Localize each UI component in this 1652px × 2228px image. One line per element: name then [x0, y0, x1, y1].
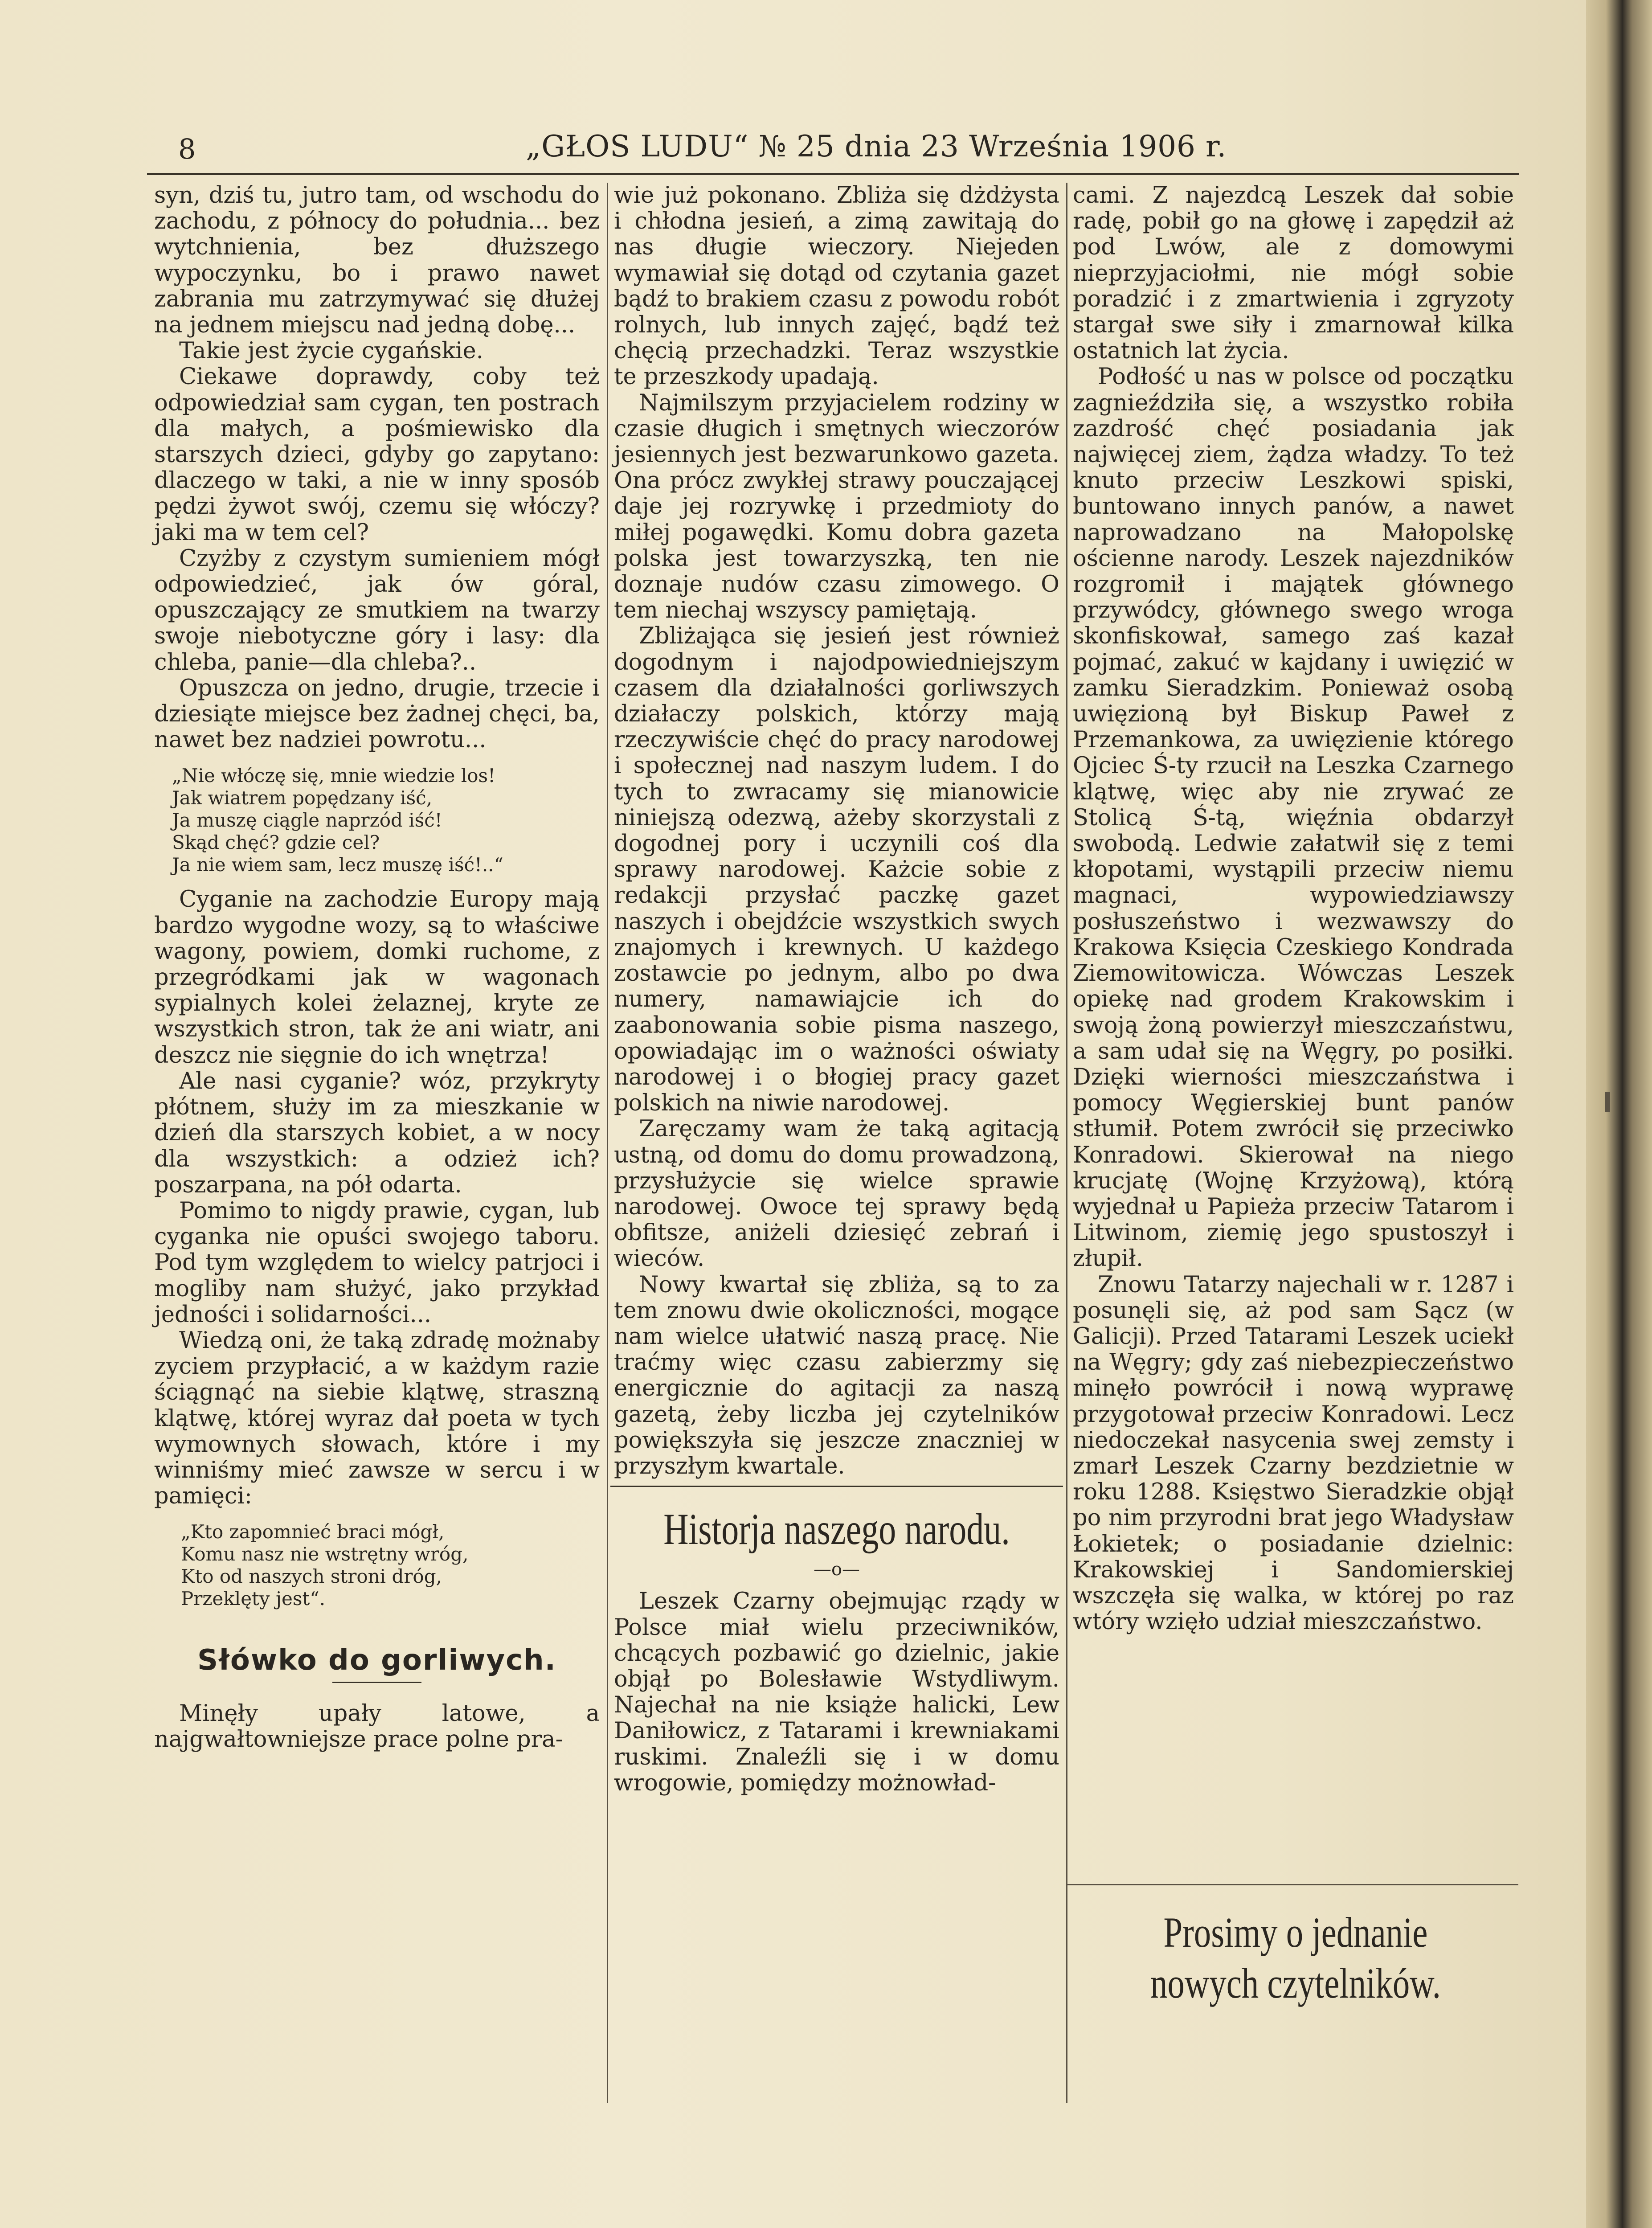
section-heading: Historja naszego narodu.: [663, 1504, 1010, 1554]
column-2: [614, 183, 1059, 1796]
poem-line: „Nie włóczę się, mnie wiedzie los!: [172, 765, 495, 787]
poem-line: Kto od naszych stroni dróg,: [181, 1565, 442, 1588]
paragraph: Najmilszym przyjacielem rodziny w czasie długich i smętnych wieczorów jesiennych jest bezwarunkowo gazeta. Ona prócz zwykłej strawy pouczającej daje jej rozrywkę i przedmioty do miłej pogawędki. Komu dobra gazeta polska jest towarzyszką, ten nie doznaje nudów czasu zimowego. O tem niechaj wszyscy pamiętają.: [614, 389, 1059, 624]
binding-mark: [1605, 1092, 1610, 1112]
paragraph: Podłość u nas w polsce od początku zagnieździła się, a wszystko robiła zazdrość chęć posiadania jak najwięcej ziem, żądza władzy. To też knuto przeciw Leszkowi spiski, buntowano innych panów, a nawet naprowadzano na Małopolskę ościenne narody. Leszek najezdników rozgromił i majątek głównego przywódcy, głównego swego wroga skonfiskował, samego zaś kazał pojmać, zakuć w kajdany i uwięzić w zamku Sieradzkim. Ponieważ osobą uwięzioną był Biskup Paweł z Przemankowa, za uwięzienie którego Ojciec Ś-ty rzucił na Leszka Czarnego klątwę, więc aby nie zrywać ze Stolicą Ś-tą, więźnia obdarzył swobodą. Ledwie załatwił się z temi kłopotami, wystąpili przeciw niemu magnaci, wypowiedziawszy posłuszeństwo i wezwawszy do Krakowa Księcia Czeskiego Kondrada Ziemowitowicza. Wówczas Leszek opiekę nad grodem Krakowskim i swoją żoną powierzył mieszczaństwu, a sam udał się na Węgry, po posiłki. Dzięki wierności mieszczaństwa i pomocy Węgierskiej bunt panów stłumił. Potem zwrócił się przeciwko Konradowi. Skierował na niego krucjatę (Wojnę Krzyżową), którą wyjednał u Papieża przeciw Tatarom i Litwinom, ziemię jego spustoszył i złupił.: [1073, 364, 1514, 1272]
paragraph: Zbliżająca się jesień jest również dogodnym i najodpowiedniejszym czasem dla działalności gorliwszych działaczy polskich, którzy mają rzeczywiście chęć do pracy narodowej i społecznej nad naszym ludem. I do tych to zwracamy się mianowicie niniejszą odezwą, ażeby skorzystali z dogodnej pory i uczynili coś dla sprawy narodowej. Każcie sobie z redakcji przysłać paczkę gazet naszych i obejdźcie wszystkich swych znajomych i krewnych. U każdego zostawcie po jednym, albo po dwa numery, namawiajcie ich do zaabonowania sobie pisma naszego, opowiadając im o ważności oświaty narodowej i o błogiej pracy gazet polskich na niwie narodowej.: [614, 623, 1059, 1117]
page-header: [151, 129, 1515, 169]
page-number: 8: [178, 133, 196, 165]
paragraph: Nowy kwartał się zbliża, są to za tem znowu dwie okoliczności, mogące nam wielce ułatwić naszą pracę. Nie traćmy więc czasu zabierzmy się energicznie do agitacji za naszą gazetą, żeby liczba jej czytelników powiększyła się jeszcze znaczniej w przyszłym kwartale.: [614, 1271, 1059, 1479]
heading-rule: [332, 1682, 421, 1683]
page-binding-edge: [1586, 0, 1652, 2228]
paragraph: Ale nasi cyganie? wóz, przykryty płótnem, służy im za mieszkanie w dzień dla starszych kobiet, a w nocy dla wszystkich: a odzież ich? poszarpana, na pół odarta.: [154, 1068, 600, 1198]
paragraph: cami. Z najezdcą Leszek dał sobie radę, pobił go na głowę i zapędził aż pod Lwów, ale z domowymi nieprzyjaciołmi, nie mógł sobie poradzić i z zmartwienia i zgryzoty stargał swe siły i zmarnował kilka ostatnich lat życia.: [1073, 182, 1514, 365]
poem-verse: [181, 1521, 600, 1610]
column-divider-left: [607, 183, 608, 2103]
paragraph: Wiedzą oni, że taką zdradę możnaby zyciem przypłacić, a w każdym razie ściągnąć na siebie klątwę, straszną klątwę, której wyraz dał poeta w tych wymownych słowach, które i my winniśmy mieć zawsze w sercu i w pamięci:: [154, 1327, 600, 1510]
poem-line: Komu nasz nie wstrętny wróg,: [181, 1543, 469, 1565]
paragraph: Opuszcza on jedno, drugie, trzecie i dziesiąte miejsce bez żadnej chęci, ba, nawet bez nadziei powrotu...: [154, 675, 600, 754]
poem-line: Skąd chęć? gdzie cel?: [172, 831, 380, 854]
paragraph: Pomimo to nigdy prawie, cygan, lub cyganka nie opuści swojego taboru. Pod tym względem to wielcy patrjoci i mogliby nam służyć, jako przykład jedności i solidarności...: [154, 1197, 600, 1328]
paragraph: Takie jest życie cygańskie.: [179, 338, 483, 365]
poem-line: Przeklęty jest“.: [181, 1588, 326, 1610]
section-heading: Słówko do gorliwych.: [197, 1644, 556, 1677]
column-divider-right: [1066, 183, 1067, 2103]
paragraph: Czyżby z czystym sumieniem mógł odpowiedzieć, jak ów góral, opuszczający ze smutkiem na twarzy swoje niebotyczne góry i lasy: dla chleba, panie—dla chleba?..: [154, 545, 600, 676]
paragraph: syn, dziś tu, jutro tam, od wschodu do zachodu, z północy do południa... bez wytchnienia, bez dłuższego wypoczynku, bo i prawo nawet zabrania mu zatrzymywać się dłużej na jednem miejscu nad jedną dobę...: [154, 182, 600, 339]
box-rule: [1066, 1884, 1518, 1885]
poem-line: Ja nie wiem sam, lecz muszę iść!..“: [172, 854, 504, 876]
paragraph: Znowu Tatarzy najechali w r. 1287 i posunęli się, aż pod sam Sącz (w Galicji). Przed Tatarami Leszek uciekł na Węgry; gdy zaś niebezpieczeństwo minęło powrócił i nową wyprawę przygotował przeciw Konradowi. Lecz niedoczekał nasycenia swej zemsty i zmarł Leszek Czarny bezdzietnie w roku 1288. Księstwo Sieradzkie objął po nim przyrodni brat jego Władysław Łokietek; o posiadanie dzielnic: Krakowskiej i Sandomierskiej wszczęła się walka, w której po raz wtóry wzięło udział mieszczaństwo.: [1073, 1271, 1514, 1635]
paragraph: Cyganie na zachodzie Europy mają bardzo wygodne wozy, są to właściwe wagony, powiem, domki ruchome, z przegródkami jak w wagonach sypialnych kolei żelaznej, kryte ze wszystkich stron, tak że ani wiatr, ani deszcz nie sięgnie do ich wnętrza!: [154, 886, 600, 1069]
poem-line: Jak wiatrem popędzany iść,: [172, 787, 433, 809]
paragraph: wie już pokonano. Zbliża się dżdżysta i chłodna jesień, a zimą zawitają do nas długie wieczory. Niejeden wymawiał się dotąd od czytania gazet bądź to brakiem czasu z powodu robót rolnych, lub innych zajęć, bądź też chęcią przechadzki. Teraz wszystkie te przeszkody upadają.: [614, 182, 1059, 390]
ornament-mark: —o—: [813, 1559, 860, 1580]
masthead: „GŁOS LUDU“ № 25 dnia 23 Września 1906 r.: [526, 129, 1227, 164]
poem-line: Ja muszę ciągle naprzód iść!: [172, 809, 442, 831]
column-3: [1073, 183, 1514, 1635]
poem-line: „Kto zapomnieć braci mógł,: [181, 1521, 445, 1543]
header-rule: [147, 173, 1519, 175]
paragraph: Zaręczamy wam że taką agitacją ustną, od domu do domu prowadzoną, przysłużycie się wielce sprawie narodowej. Owoce tej sprawy będą obfitsze, aniżeli dziesięć zebrań i wieców.: [614, 1116, 1059, 1272]
paragraph: Leszek Czarny obejmując rządy w Polsce miał wielu przeciwników, chcących pozbawić go dzielnic, jakie objął po Bolesławie Wstydliwym. Najechał na nie książe halicki, Lew Daniłowicz, z Tatarami i krewniakami ruskimi. Znaleźli się i w domu wrogowie, pomiędzy możnowład-: [614, 1588, 1059, 1796]
paragraph: Minęły upały latowe, a najgwałtowniejsze prace polne pra-: [154, 1700, 600, 1753]
paragraph: Ciekawe doprawdy, coby też odpowiedział sam cygan, ten postrach dla małych, a pośmiewisko dla starszych dzieci, gdyby go zapytano: dlaczego w taki, a nie w inny sposób pędzi żywot swój, czemu się włóczy? jaki ma w tem cel?: [154, 364, 600, 546]
poem-verse: [172, 765, 600, 876]
notice-heading: Prosimy o jednanie nowych czytelników.: [1150, 1909, 1441, 2007]
column-1: [154, 183, 600, 1753]
